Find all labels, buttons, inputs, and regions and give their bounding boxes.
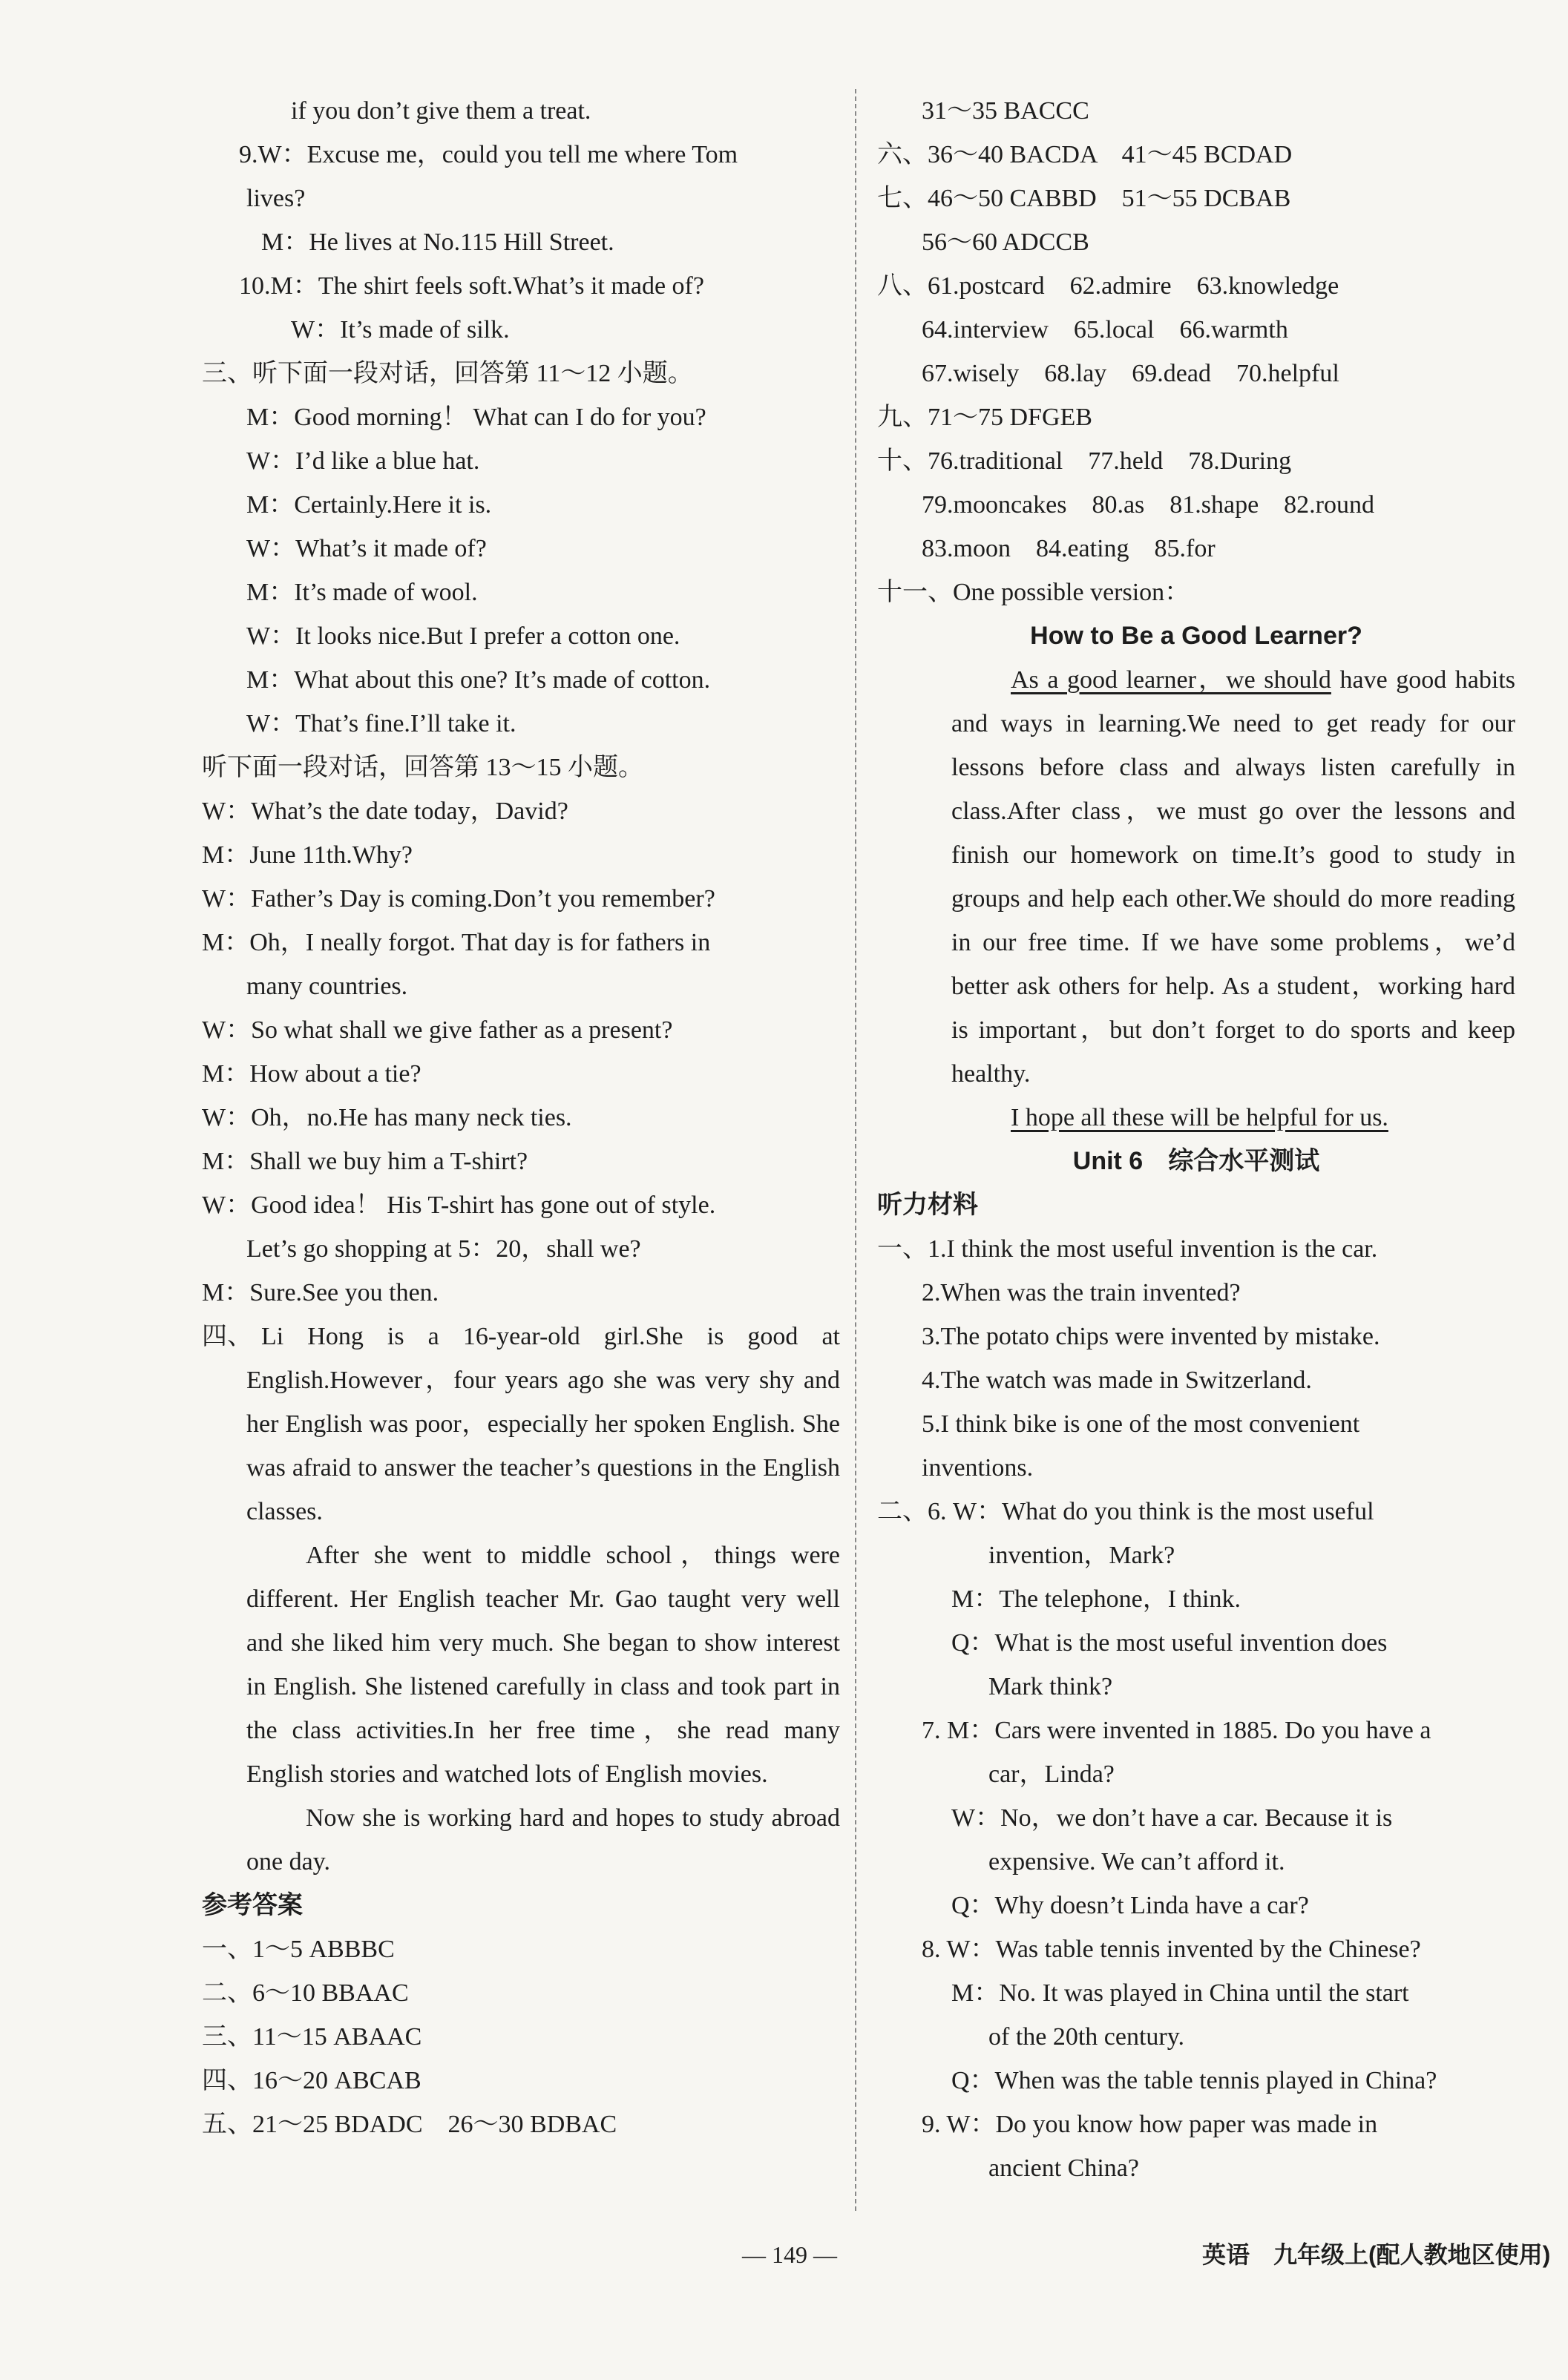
dialogue-line: W：Good idea！ His T-shirt has gone out of style. — [202, 1191, 716, 1219]
listening-line: car，Linda? — [988, 1761, 1115, 1788]
listening-line: 7. M：Cars were invented in 1885. Do you have a — [922, 1717, 1431, 1744]
answer-line: 二、6～10 BBAAC — [202, 1979, 409, 2007]
essay-paragraph — [951, 658, 1515, 1096]
listening-line: 8. W：Was table tennis invented by the Chinese? — [922, 1936, 1421, 1963]
listening-line: expensive. We can’t afford it. — [988, 1848, 1285, 1876]
text-line: 9.W：Excuse me，could you tell me where Tom — [239, 141, 738, 168]
listening-line: M：The telephone，I think. — [951, 1585, 1241, 1613]
answer-line: 56～60 ADCCB — [922, 229, 1089, 256]
listening-line: Q：Why doesn’t Linda have a car? — [951, 1892, 1309, 1919]
dialogue-line: W：I’d like a blue hat. — [246, 447, 480, 475]
essay-text: have good habits and ways in learning.We need to get ready for our lessons before class and always listen carefully in class.After class，we must go over the lessons and finish our homework on time.It’s good to study in groups and help each other.We should do more reading in our free time. If we have some problems，we’d better ask others for help. As a student，working hard is important，but don’t forget to do sports and keep healthy. — [951, 666, 1515, 1088]
answer-line: 五、21～25 BDADC 26～30 BDBAC — [202, 2111, 617, 2138]
answer-line: 九、71～75 DFGEB — [877, 404, 1092, 431]
dialogue-line: M：Shall we buy him a T-shirt? — [202, 1148, 528, 1175]
passage — [202, 1315, 840, 1884]
answers-heading: 参考答案 — [202, 1891, 303, 1919]
essay — [877, 658, 1515, 1140]
unit-title: Unit 6 综合水平测试 — [1072, 1147, 1320, 1175]
listening-line: 二、6. W：What do you think is the most useful — [877, 1498, 1374, 1525]
listening-line: 3.The potato chips were invented by mistake. — [922, 1323, 1380, 1350]
listening-line: 2.When was the train invented? — [922, 1279, 1241, 1306]
dialogue-line: M：Oh，I neally forgot. That day is for fathers in — [202, 929, 711, 956]
answer-line: 64.interview 65.local 66.warmth — [922, 316, 1288, 343]
dialogue-line: M：Good morning！ What can I do for you? — [246, 404, 706, 431]
listening-line: Mark think? — [988, 1673, 1113, 1700]
listening-line: Q：When was the table tennis played in China? — [951, 2067, 1437, 2094]
listening-heading: 听力材料 — [877, 1191, 978, 1219]
dialogue-line: W：It looks nice.But I prefer a cotton one. — [246, 622, 680, 650]
essay-closing-sentence: I hope all these will be helpful for us. — [1011, 1104, 1388, 1131]
answer-line: 一、1～5 ABBBC — [202, 1936, 395, 1963]
dialogue-line: W：What’s it made of? — [246, 535, 487, 562]
dialogue-line: W：That’s fine.I’ll take it. — [246, 710, 516, 737]
answer-line: 67.wisely 68.lay 69.dead 70.helpful — [922, 360, 1339, 387]
column-divider — [855, 89, 856, 2211]
answer-line: 四、16～20 ABCAB — [202, 2067, 421, 2094]
listening-line: M：No. It was played in China until the start — [951, 1979, 1409, 2007]
essay-paragraph — [951, 1096, 1515, 1140]
dialogue-line: M：What about this one? It’s made of cotton. — [246, 666, 711, 694]
dialogue-line: M：How about a tie? — [202, 1060, 421, 1088]
listening-line: inventions. — [922, 1454, 1034, 1482]
answer-line: 三、11～15 ABAAC — [202, 2023, 422, 2051]
listening-line: ancient China? — [988, 2154, 1139, 2182]
text-line: W：It’s made of silk. — [291, 316, 510, 343]
listening-line: 一、1.I think the most useful invention is the car. — [877, 1235, 1378, 1263]
section-label: 四、 — [202, 1323, 252, 1350]
listening-line: 5.I think bike is one of the most convenient — [922, 1410, 1360, 1438]
answer-line: 十、76.traditional 77.held 78.During — [877, 447, 1292, 475]
passage-paragraph: Li Hong is a 16-year-old girl.She is good at English.However，four years ago she was very shy and her English was poor，especially her spoken English. She was afraid to answer the teacher’s questions in the English classes. — [246, 1323, 840, 1525]
dialogue-line: W：What’s the date today，David? — [202, 798, 568, 825]
left-column — [202, 89, 840, 2146]
dialogue-1 — [202, 395, 840, 746]
page-number: — 149 — — [742, 2241, 837, 2268]
listening-line: of the 20th century. — [988, 2023, 1185, 2051]
text-line: 10.M：The shirt feels soft.What’s it made of? — [239, 272, 704, 300]
listening-line: invention，Mark? — [988, 1542, 1175, 1569]
dialogue-line: W：Father’s Day is coming.Don’t you remember? — [202, 885, 715, 913]
dialogue-line: many countries. — [246, 973, 408, 1000]
dialogue-line: M：Sure.See you then. — [202, 1279, 439, 1306]
essay-title: How to Be a Good Learner? — [1030, 622, 1362, 650]
passage-paragraph: After she went to middle school，things were different. Her English teacher Mr. Gao taught very well and she liked him very much. She began to show interest in English. She listened carefully in class and took part in the class activities.In her free time，she read many English stories and watched lots of English movies. — [246, 1542, 840, 1788]
answer-line: 六、36～40 BACDA 41～45 BCDAD — [877, 141, 1293, 168]
listening-line: W：No，we don’t have a car. Because it is — [951, 1804, 1393, 1832]
listening-line: Q：What is the most useful invention does — [951, 1629, 1388, 1657]
answer-line: 83.moon 84.eating 85.for — [922, 535, 1216, 562]
text-line: lives? — [246, 185, 306, 212]
dialogue-line: M：Certainly.Here it is. — [246, 491, 492, 519]
answer-line: 79.mooncakes 80.as 81.shape 82.round — [922, 491, 1375, 519]
section-heading: 听下面一段对话，回答第 13～15 小题。 — [202, 754, 643, 781]
section-heading: 三、听下面一段对话，回答第 11～12 小题。 — [202, 360, 693, 387]
listening-line: 4.The watch was made in Switzerland. — [922, 1367, 1312, 1394]
book-subject: 英语 九年级上(配人教地区使用) — [1202, 2241, 1551, 2268]
dialogue-line: Let’s go shopping at 5：20，shall we? — [246, 1235, 641, 1263]
dialogue-line: W：Oh，no.He has many neck ties. — [202, 1104, 572, 1131]
right-column — [877, 89, 1515, 2190]
text-line: if you don’t give them a treat. — [291, 97, 591, 125]
text-line: M：He lives at No.115 Hill Street. — [261, 229, 614, 256]
essay-underlined-phrase: As a good learner，we should — [1011, 666, 1331, 694]
dialogue-line: M：It’s made of wool. — [246, 579, 478, 606]
answer-line: 七、46～50 CABBD 51～55 DCBAB — [877, 185, 1291, 212]
answer-line: 八、61.postcard 62.admire 63.knowledge — [877, 272, 1339, 300]
answer-line: 十一、One possible version： — [877, 579, 1190, 606]
listening-line: 9. W：Do you know how paper was made in — [922, 2111, 1378, 2138]
passage-paragraph: Now she is working hard and hopes to study abroad one day. — [246, 1804, 840, 1876]
dialogue-line: M：June 11th.Why? — [202, 841, 413, 869]
answer-line: 31～35 BACCC — [922, 97, 1089, 125]
dialogue-line: W：So what shall we give father as a present? — [202, 1016, 673, 1044]
dialogue-2 — [202, 789, 840, 1315]
